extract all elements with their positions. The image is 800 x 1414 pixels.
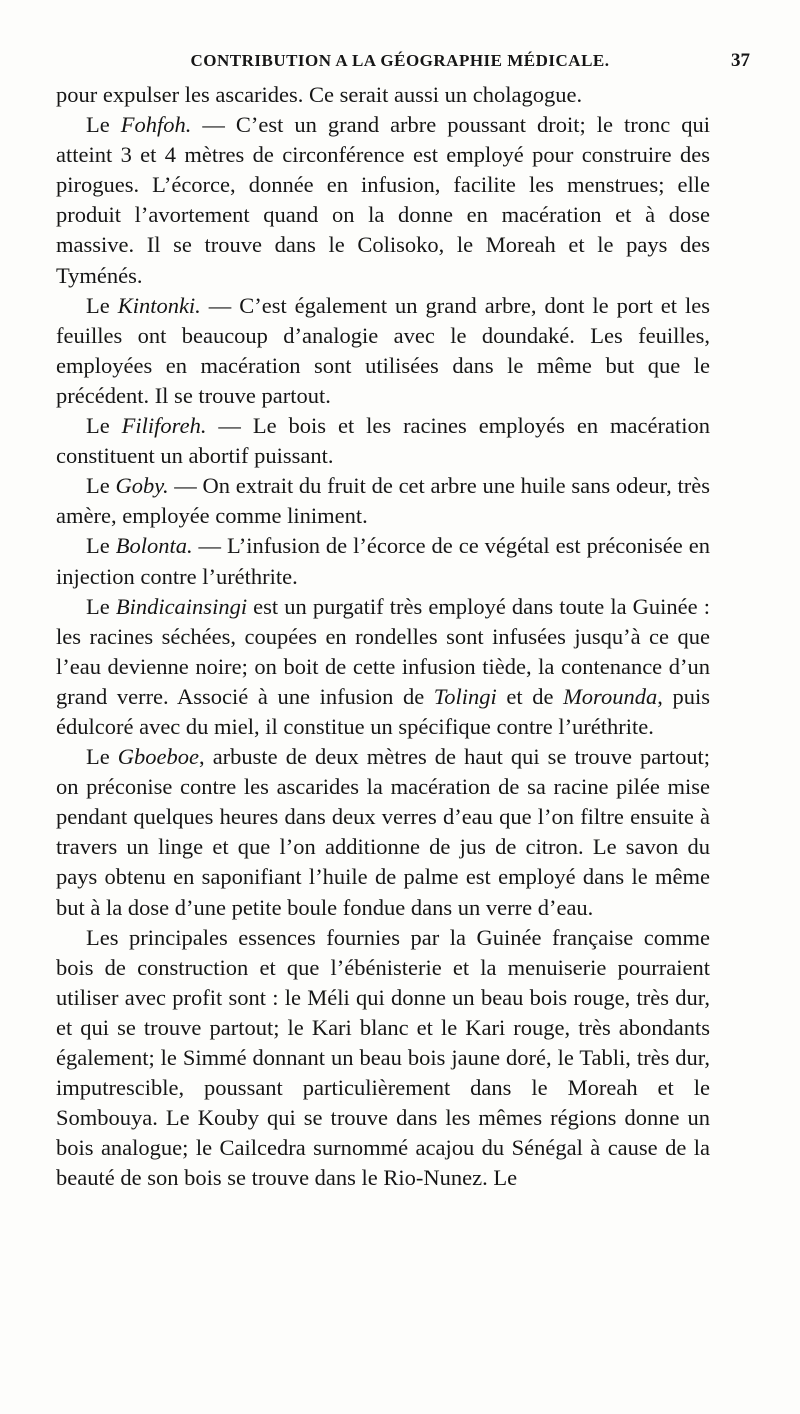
para-filiforeh bbox=[56, 411, 710, 471]
para-ascarides-continuation bbox=[56, 80, 710, 110]
plant-name: Goby. bbox=[115, 473, 169, 499]
paragraph-text: — C’est un grand arbre poussant droit; le tronc qui atteint 3 et 4 mètres de circonférence est employé pour construire des pirogues. L’écorce, donnée en infusion, facilite les menstrues; elle produit l’avortement quand on la donne en macération et à dose massive. Il se trouve dans le Colisoko, le Moreah et le pays des Tyménés. bbox=[56, 112, 710, 288]
paragraph-prefix: Le bbox=[86, 112, 121, 138]
para-bolonta bbox=[56, 531, 710, 591]
paragraph-prefix: Le bbox=[86, 533, 116, 559]
paragraph-text: pour expulser les ascarides. Ce serait aussi un cholagogue. bbox=[56, 82, 583, 107]
paragraph-text: , arbuste de deux mètres de haut qui se trouve partout; on préconise contre les ascarides la macération de sa racine pilée mise pendant quelques heures dans deux verres d’eau que l’on filtre ensuite à travers un linge et que l’on additionne de jus de citron. Le savon du pays obtenu en saponifiant l’huile de palme est employé dans le même but à la dose d’une petite boule fondue dans un verre d’eau. bbox=[56, 744, 710, 920]
paragraph-text: Le bbox=[86, 593, 116, 619]
paragraph-prefix: Le bbox=[86, 413, 122, 439]
running-title: CONTRIBUTION A LA GÉOGRAPHIE MÉDICALE. bbox=[190, 51, 610, 70]
para-kintonki bbox=[56, 291, 710, 411]
body-text bbox=[56, 80, 710, 1193]
paragraph-prefix: Le bbox=[86, 292, 118, 318]
plant-name: Morounda bbox=[563, 683, 658, 709]
paragraph-text: est un purgatif très employé dans toute la Guinée : les racines séchées, coupées en rondelles sont infusées jusqu’à ce que l’eau devienne noire; on boit de cette infusion tiède, la contenance d’un grand verre. Associé à une infusion de bbox=[56, 593, 710, 709]
paragraph-text: — Le bois et les racines employés en macération constituent un abortif puissant. bbox=[56, 413, 710, 469]
plant-name: Bindicainsingi bbox=[115, 593, 248, 619]
paragraph-text: et de bbox=[496, 683, 564, 709]
paragraph-prefix: Le bbox=[86, 473, 116, 499]
paragraph-text: Le bbox=[86, 744, 118, 770]
paragraph-text: — L’infusion de l’écorce de ce végétal est préconisée en injection contre l’uréthrite. bbox=[56, 533, 710, 589]
para-gboeboe bbox=[56, 742, 710, 923]
plant-name: Filiforeh. bbox=[121, 413, 207, 439]
paragraph-text: — C’est également un grand arbre, dont le port et les feuilles ont beaucoup d’analogie avec le doundaké. Les feuilles, employées en macération sont utilisées dans le même but que le précédent. Il se trouve partout. bbox=[56, 292, 710, 408]
page-number: 37 bbox=[731, 50, 750, 71]
paragraph-text: — On extrait du fruit de cet arbre une huile sans odeur, très amère, employée comme liniment. bbox=[56, 473, 710, 529]
para-fohfoh bbox=[56, 110, 710, 291]
plant-name: Tolingi bbox=[433, 683, 497, 709]
paragraph-text: Les principales essences fournies par la Guinée française comme bois de construction et que l’ébénisterie et la menuiserie pourraient utiliser avec profit sont : le Méli qui donne un beau bois rouge, très dur, et qui se trouve partout; le Kari blanc et le Kari rouge, très abondants également; le Simmé donnant un beau bois jaune doré, le Tabli, très dur, imputrescible, poussant particulièrement dans le Moreah et le Sombouya. Le Kouby qui se trouve dans les mêmes régions donne un bois analogue; le Cailcedra surnommé acajou du Sénégal à cause de la beauté de son bois se trouve dans le Rio-Nunez. Le bbox=[56, 924, 710, 1191]
paragraph-text: , puis édulcoré avec du miel, il constitue un spécifique contre l’uréthrite. bbox=[56, 683, 710, 739]
plant-name: Gboeboe bbox=[117, 744, 200, 770]
plant-name: Kintonki. bbox=[117, 292, 201, 318]
running-header bbox=[50, 46, 750, 76]
para-bindicainsingi bbox=[56, 592, 710, 742]
plant-name: Fohfoh. bbox=[120, 112, 192, 138]
para-goby bbox=[56, 471, 710, 531]
plant-name: Bolonta. bbox=[115, 533, 193, 559]
para-essences bbox=[56, 923, 710, 1194]
